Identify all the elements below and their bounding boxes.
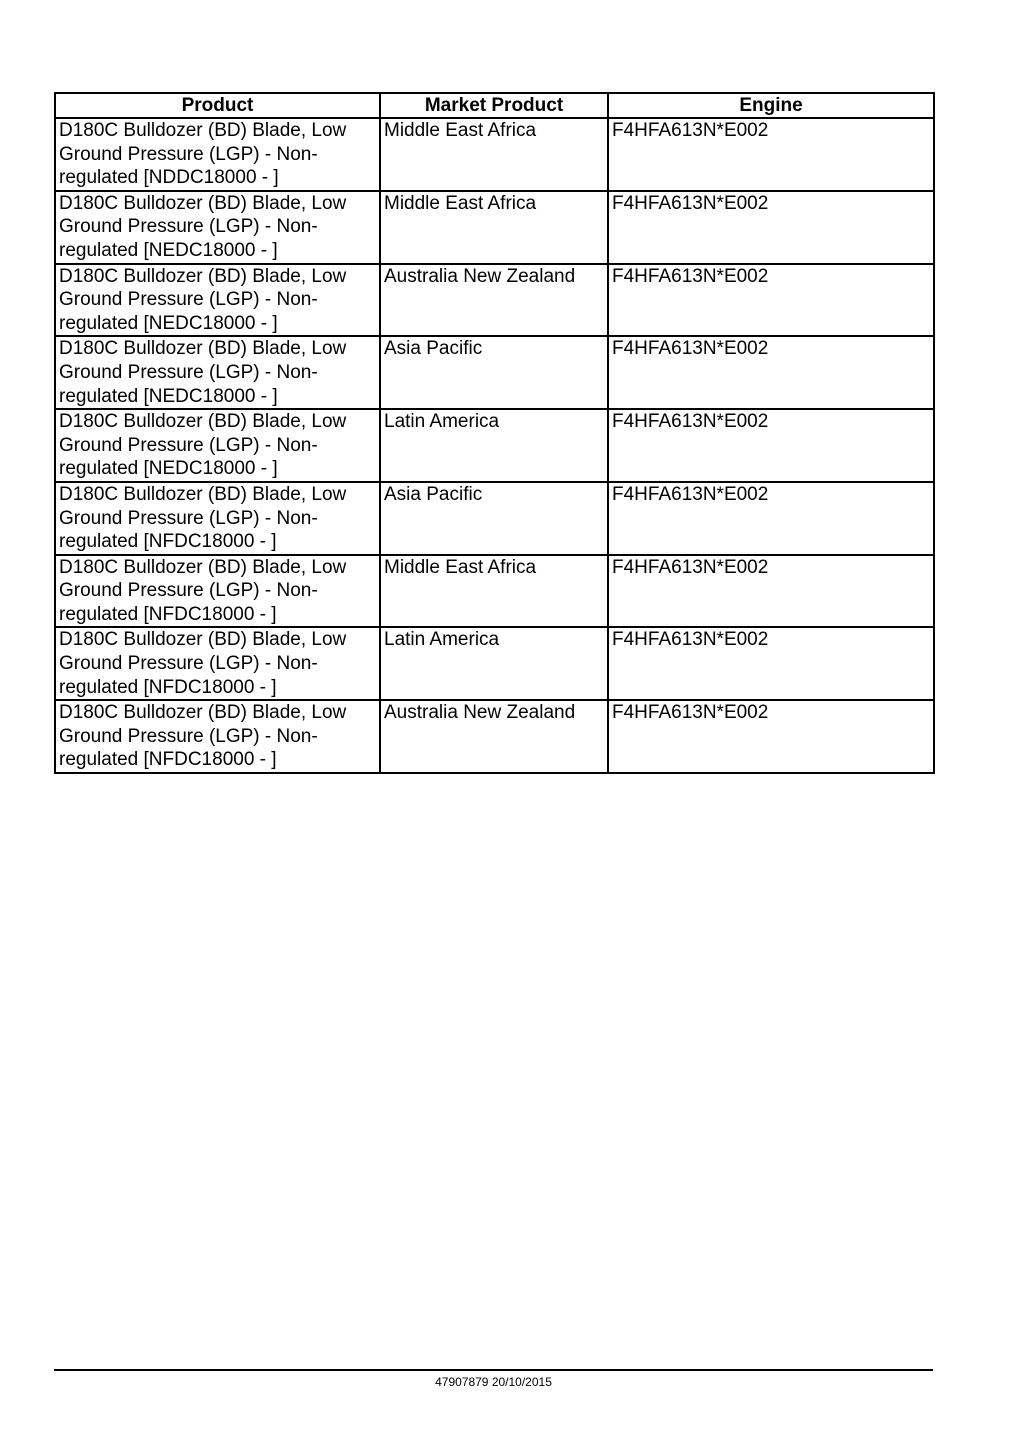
cell-product: D180C Bulldozer (BD) Blade, Low Ground Pressure (LGP) - Non-regulated [NFDC18000 - ] (55, 627, 380, 700)
cell-engine: F4HFA613N*E002 (608, 336, 934, 409)
cell-market: Latin America (380, 409, 608, 482)
cell-market: Middle East Africa (380, 118, 608, 191)
cell-product: D180C Bulldozer (BD) Blade, Low Ground Pressure (LGP) - Non-regulated [NFDC18000 - ] (55, 700, 380, 773)
cell-engine: F4HFA613N*E002 (608, 118, 934, 191)
cell-engine: F4HFA613N*E002 (608, 191, 934, 264)
table-header-row (55, 93, 934, 118)
cell-market: Middle East Africa (380, 555, 608, 628)
cell-product: D180C Bulldozer (BD) Blade, Low Ground Pressure (LGP) - Non-regulated [NEDC18000 - ] (55, 336, 380, 409)
product-engine-table (54, 92, 935, 774)
cell-product: D180C Bulldozer (BD) Blade, Low Ground Pressure (LGP) - Non-regulated [NDDC18000 - ] (55, 118, 380, 191)
header-market-product: Market Product (380, 93, 608, 118)
cell-product: D180C Bulldozer (BD) Blade, Low Ground Pressure (LGP) - Non-regulated [NFDC18000 - ] (55, 482, 380, 555)
table-row (55, 482, 934, 555)
cell-market: Asia Pacific (380, 336, 608, 409)
cell-product: D180C Bulldozer (BD) Blade, Low Ground Pressure (LGP) - Non-regulated [NEDC18000 - ] (55, 409, 380, 482)
cell-product: D180C Bulldozer (BD) Blade, Low Ground Pressure (LGP) - Non-regulated [NEDC18000 - ] (55, 264, 380, 337)
cell-product: D180C Bulldozer (BD) Blade, Low Ground Pressure (LGP) - Non-regulated [NFDC18000 - ] (55, 555, 380, 628)
cell-engine: F4HFA613N*E002 (608, 264, 934, 337)
table-row (55, 191, 934, 264)
table-row (55, 409, 934, 482)
cell-market: Australia New Zealand (380, 264, 608, 337)
table-row (55, 264, 934, 337)
footer-divider (54, 1369, 933, 1371)
cell-product: D180C Bulldozer (BD) Blade, Low Ground Pressure (LGP) - Non-regulated [NEDC18000 - ] (55, 191, 380, 264)
table-row (55, 700, 934, 773)
cell-engine: F4HFA613N*E002 (608, 627, 934, 700)
header-engine: Engine (608, 93, 934, 118)
cell-market: Latin America (380, 627, 608, 700)
cell-market: Asia Pacific (380, 482, 608, 555)
cell-engine: F4HFA613N*E002 (608, 409, 934, 482)
header-product: Product (55, 93, 380, 118)
cell-engine: F4HFA613N*E002 (608, 482, 934, 555)
cell-market: Australia New Zealand (380, 700, 608, 773)
cell-market: Middle East Africa (380, 191, 608, 264)
table-row (55, 336, 934, 409)
cell-engine: F4HFA613N*E002 (608, 700, 934, 773)
table-row (55, 118, 934, 191)
cell-engine: F4HFA613N*E002 (608, 555, 934, 628)
table-row (55, 627, 934, 700)
table-row (55, 555, 934, 628)
footer-document-id: 47907879 20/10/2015 (435, 1375, 552, 1389)
